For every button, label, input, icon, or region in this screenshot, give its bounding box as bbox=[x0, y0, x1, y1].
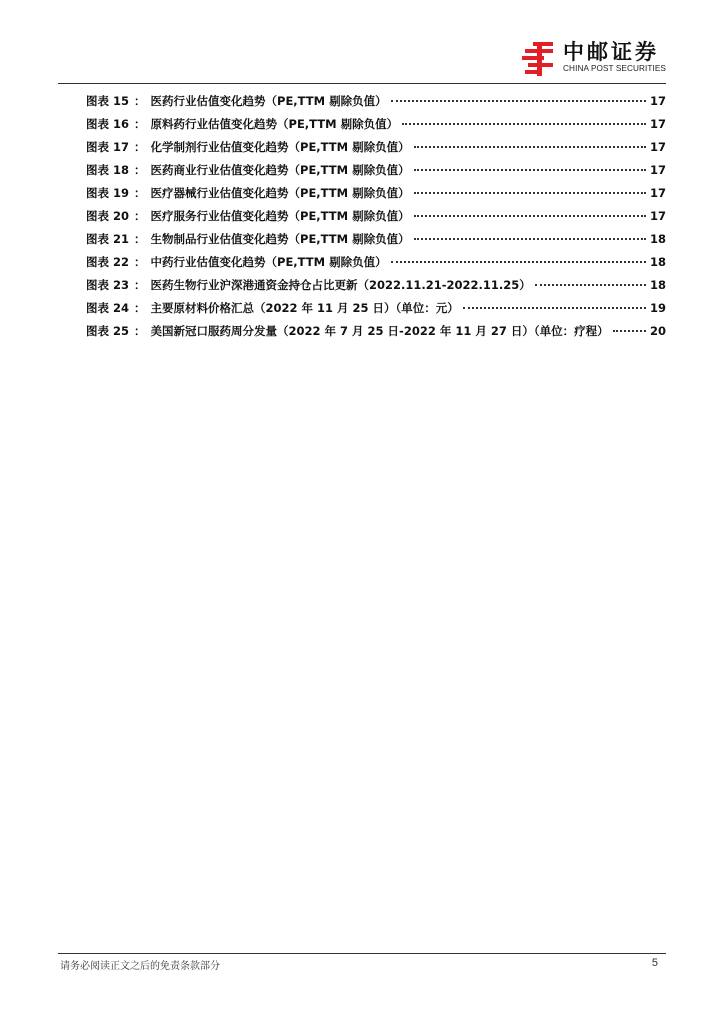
toc-entry-number: 25 bbox=[113, 324, 130, 338]
toc-entry-separator: ： bbox=[134, 117, 146, 131]
toc-entry[interactable] bbox=[86, 323, 666, 346]
toc-dot-leader bbox=[402, 123, 646, 125]
toc-entry-label: 图表 bbox=[86, 117, 109, 131]
toc-entry[interactable] bbox=[86, 162, 666, 185]
toc-entry-title: 生物制品行业估值变化趋势（PE,TTM 剔除负值） bbox=[150, 232, 410, 246]
footer-disclaimer: 请务必阅读正文之后的免责条款部分 bbox=[60, 961, 220, 972]
footer-divider bbox=[58, 953, 666, 954]
toc-entry-number: 21 bbox=[113, 232, 130, 246]
toc-entry-label: 图表 bbox=[86, 186, 109, 200]
toc-entry-separator: ： bbox=[134, 278, 146, 292]
toc-entry-separator: ： bbox=[134, 209, 146, 223]
toc-dot-leader bbox=[391, 100, 646, 102]
toc-entry-number: 19 bbox=[113, 186, 130, 200]
toc-entry-number: 18 bbox=[113, 163, 130, 177]
toc-entry-number: 20 bbox=[113, 209, 130, 223]
toc-entry-title: 主要原材料价格汇总（2022 年 11 月 25 日）（单位：元） bbox=[150, 301, 459, 315]
toc-dot-leader bbox=[613, 330, 646, 332]
toc-dot-leader bbox=[414, 169, 646, 171]
toc-entry-title: 医药商业行业估值变化趋势（PE,TTM 剔除负值） bbox=[150, 163, 410, 177]
toc-entry-label: 图表 bbox=[86, 163, 109, 177]
toc-entry-page: 19 bbox=[649, 301, 666, 315]
toc-entry-title: 化学制剂行业估值变化趋势（PE,TTM 剔除负值） bbox=[150, 140, 410, 154]
toc-dot-leader bbox=[414, 146, 646, 148]
toc-entry[interactable] bbox=[86, 254, 666, 277]
toc-dot-leader bbox=[414, 215, 646, 217]
toc-entry-page: 18 bbox=[649, 232, 666, 246]
toc-entry-label: 图表 bbox=[86, 232, 109, 246]
toc-entry-separator: ： bbox=[134, 94, 146, 108]
toc-dot-leader bbox=[414, 192, 646, 194]
toc-entry-separator: ： bbox=[134, 163, 146, 177]
footer-page-number: 5 bbox=[651, 957, 658, 969]
toc-entry-separator: ： bbox=[134, 186, 146, 200]
toc-entry-title: 医疗服务行业估值变化趋势（PE,TTM 剔除负值） bbox=[150, 209, 410, 223]
toc-entry-title: 原料药行业估值变化趋势（PE,TTM 剔除负值） bbox=[150, 117, 399, 131]
toc-entry-page: 18 bbox=[649, 255, 666, 269]
toc-entry-separator: ： bbox=[134, 255, 146, 269]
toc-entry-label: 图表 bbox=[86, 140, 109, 154]
toc-entry-title: 医药行业估值变化趋势（PE,TTM 剔除负值） bbox=[150, 94, 387, 108]
toc-entry-title: 美国新冠口服药周分发量（2022 年 7 月 25 日-2022 年 11 月 27 日）（单位：疗程） bbox=[150, 324, 609, 338]
figure-list bbox=[86, 93, 666, 346]
toc-entry-label: 图表 bbox=[86, 94, 109, 108]
toc-entry-page: 17 bbox=[649, 186, 666, 200]
toc-entry-number: 24 bbox=[113, 301, 130, 315]
toc-entry-number: 15 bbox=[113, 94, 130, 108]
toc-entry-title: 中药行业估值变化趋势（PE,TTM 剔除负值） bbox=[150, 255, 387, 269]
toc-entry[interactable] bbox=[86, 116, 666, 139]
toc-entry-page: 17 bbox=[649, 209, 666, 223]
toc-entry-label: 图表 bbox=[86, 301, 109, 315]
toc-entry[interactable] bbox=[86, 139, 666, 162]
toc-entry-page: 17 bbox=[649, 163, 666, 177]
toc-entry-page: 18 bbox=[649, 278, 666, 292]
toc-entry-separator: ： bbox=[134, 232, 146, 246]
toc-entry-label: 图表 bbox=[86, 209, 109, 223]
page-header bbox=[0, 0, 724, 90]
toc-entry-number: 17 bbox=[113, 140, 130, 154]
toc-entry-label: 图表 bbox=[86, 255, 109, 269]
toc-entry-number: 23 bbox=[113, 278, 130, 292]
toc-entry-title: 医疗器械行业估值变化趋势（PE,TTM 剔除负值） bbox=[150, 186, 410, 200]
toc-entry-separator: ： bbox=[134, 324, 146, 338]
toc-entry[interactable] bbox=[86, 208, 666, 231]
toc-dot-leader bbox=[391, 261, 646, 263]
logo-chinese-name: 中邮证券 bbox=[563, 40, 660, 64]
toc-entry-number: 22 bbox=[113, 255, 130, 269]
toc-entry-page: 17 bbox=[649, 94, 666, 108]
header-divider bbox=[58, 83, 666, 84]
toc-entry-label: 图表 bbox=[86, 278, 109, 292]
toc-entry-label: 图表 bbox=[86, 324, 109, 338]
toc-entry-page: 17 bbox=[649, 140, 666, 154]
toc-entry[interactable] bbox=[86, 231, 666, 254]
toc-entry[interactable] bbox=[86, 185, 666, 208]
toc-entry-page: 20 bbox=[649, 324, 666, 338]
toc-entry[interactable] bbox=[86, 300, 666, 323]
toc-entry-separator: ： bbox=[134, 301, 146, 315]
china-post-logo-icon bbox=[520, 40, 558, 78]
toc-dot-leader bbox=[463, 307, 646, 309]
toc-dot-leader bbox=[535, 284, 646, 286]
company-logo bbox=[520, 40, 666, 80]
toc-entry-page: 17 bbox=[649, 117, 666, 131]
toc-entry-title: 医药生物行业沪深港通资金持仓占比更新（2022.11.21-2022.11.25） bbox=[150, 278, 531, 292]
toc-entry-number: 16 bbox=[113, 117, 130, 131]
toc-entry-separator: ： bbox=[134, 140, 146, 154]
logo-text bbox=[563, 40, 666, 74]
toc-entry[interactable] bbox=[86, 277, 666, 300]
toc-entry[interactable] bbox=[86, 93, 666, 116]
logo-english-name: CHINA POST SECURITIES bbox=[563, 64, 666, 73]
toc-dot-leader bbox=[414, 238, 646, 240]
